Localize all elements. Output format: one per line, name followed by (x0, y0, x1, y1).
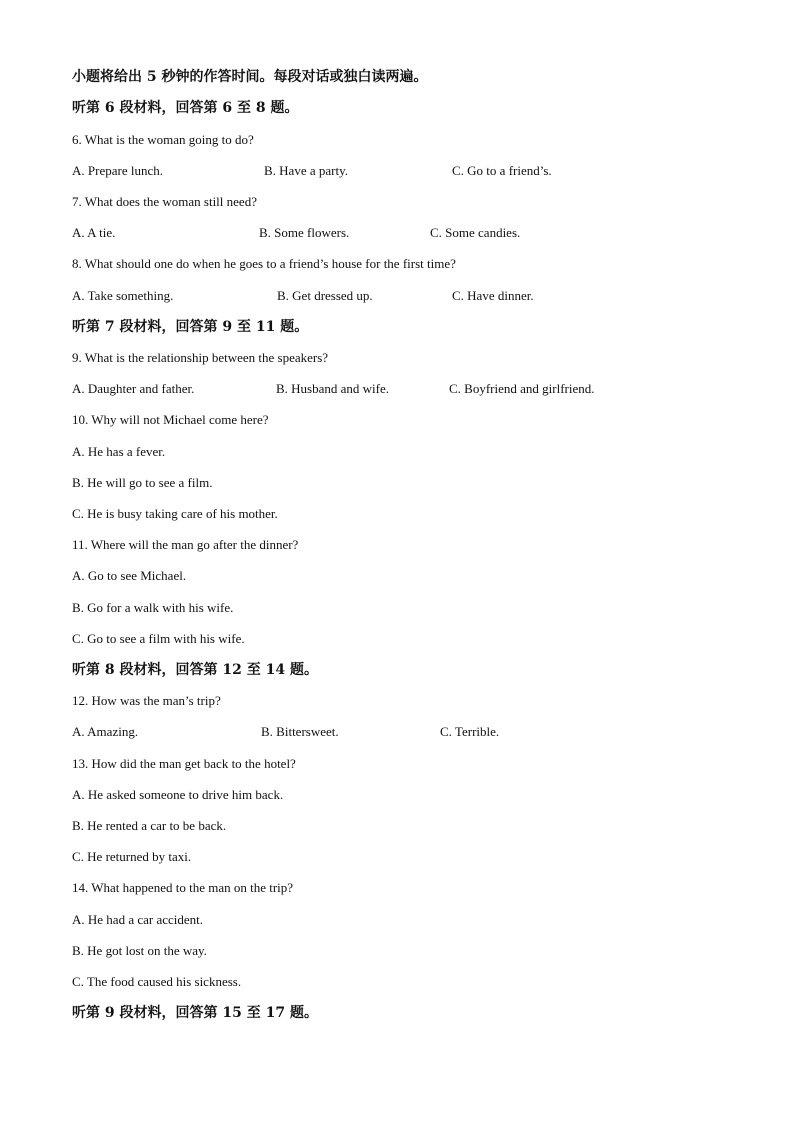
option-b: B. Some flowers. (259, 225, 350, 240)
question-stem: 11. Where will the man go after the dinner? (72, 537, 299, 552)
option-a: A. He has a fever. (72, 444, 166, 459)
option-c: C. He returned by taxi. (72, 849, 192, 864)
option-a: A. Go to see Michael. (72, 568, 187, 583)
section-heading: 听第 8 段材料，回答第 12 至 14 题。 (72, 662, 318, 678)
option-a: A. Daughter and father. (72, 381, 195, 396)
option-c: C. Have dinner. (452, 288, 534, 303)
option-c: C. He is busy taking care of his mother. (72, 506, 278, 521)
option-c: C. Terrible. (440, 724, 500, 739)
option-c: C. The food caused his sickness. (72, 974, 242, 989)
option-b: B. Bittersweet. (261, 724, 339, 739)
option-c: C. Go to see a film with his wife. (72, 631, 245, 646)
option-c: C. Boyfriend and girlfriend. (449, 381, 595, 396)
option-c: C. Some candies. (430, 225, 521, 240)
option-b: B. Husband and wife. (276, 381, 390, 396)
option-a: A. Prepare lunch. (72, 163, 163, 178)
question-stem: 13. How did the man get back to the hotel? (72, 756, 296, 771)
option-a: A. He had a car accident. (72, 912, 204, 927)
option-a: A. Take something. (72, 288, 174, 303)
question-stem: 9. What is the relationship between the speakers? (72, 350, 329, 365)
question-stem: 7. What does the woman still need? (72, 194, 257, 209)
option-b: B. Have a party. (264, 163, 348, 178)
section-heading: 听第 7 段材料，回答第 9 至 11 题。 (72, 319, 309, 335)
question-stem: 12. How was the man’s trip? (72, 693, 221, 708)
section-heading: 听第 6 段材料，回答第 6 至 8 题。 (72, 100, 299, 116)
option-a: A. A tie. (72, 225, 116, 240)
question-stem: 10. Why will not Michael come here? (72, 412, 269, 427)
option-b: B. He rented a car to be back. (72, 818, 227, 833)
question-stem: 14. What happened to the man on the trip? (72, 880, 294, 895)
option-b: B. Go for a walk with his wife. (72, 600, 234, 615)
question-stem: 6. What is the woman going to do? (72, 132, 254, 147)
option-b: B. Get dressed up. (277, 288, 373, 303)
option-c: C. Go to a friend’s. (452, 163, 552, 178)
intro-text: 小题将给出 5 秒钟的作答时间。每段对话或独白读两遍。 (72, 69, 428, 85)
option-b: B. He got lost on the way. (72, 943, 207, 958)
option-a: A. Amazing. (72, 724, 139, 739)
question-stem: 8. What should one do when he goes to a friend’s house for the first time? (72, 256, 456, 271)
option-b: B. He will go to see a film. (72, 475, 213, 490)
section-heading: 听第 9 段材料，回答第 15 至 17 题。 (72, 1005, 318, 1021)
option-a: A. He asked someone to drive him back. (72, 787, 284, 802)
